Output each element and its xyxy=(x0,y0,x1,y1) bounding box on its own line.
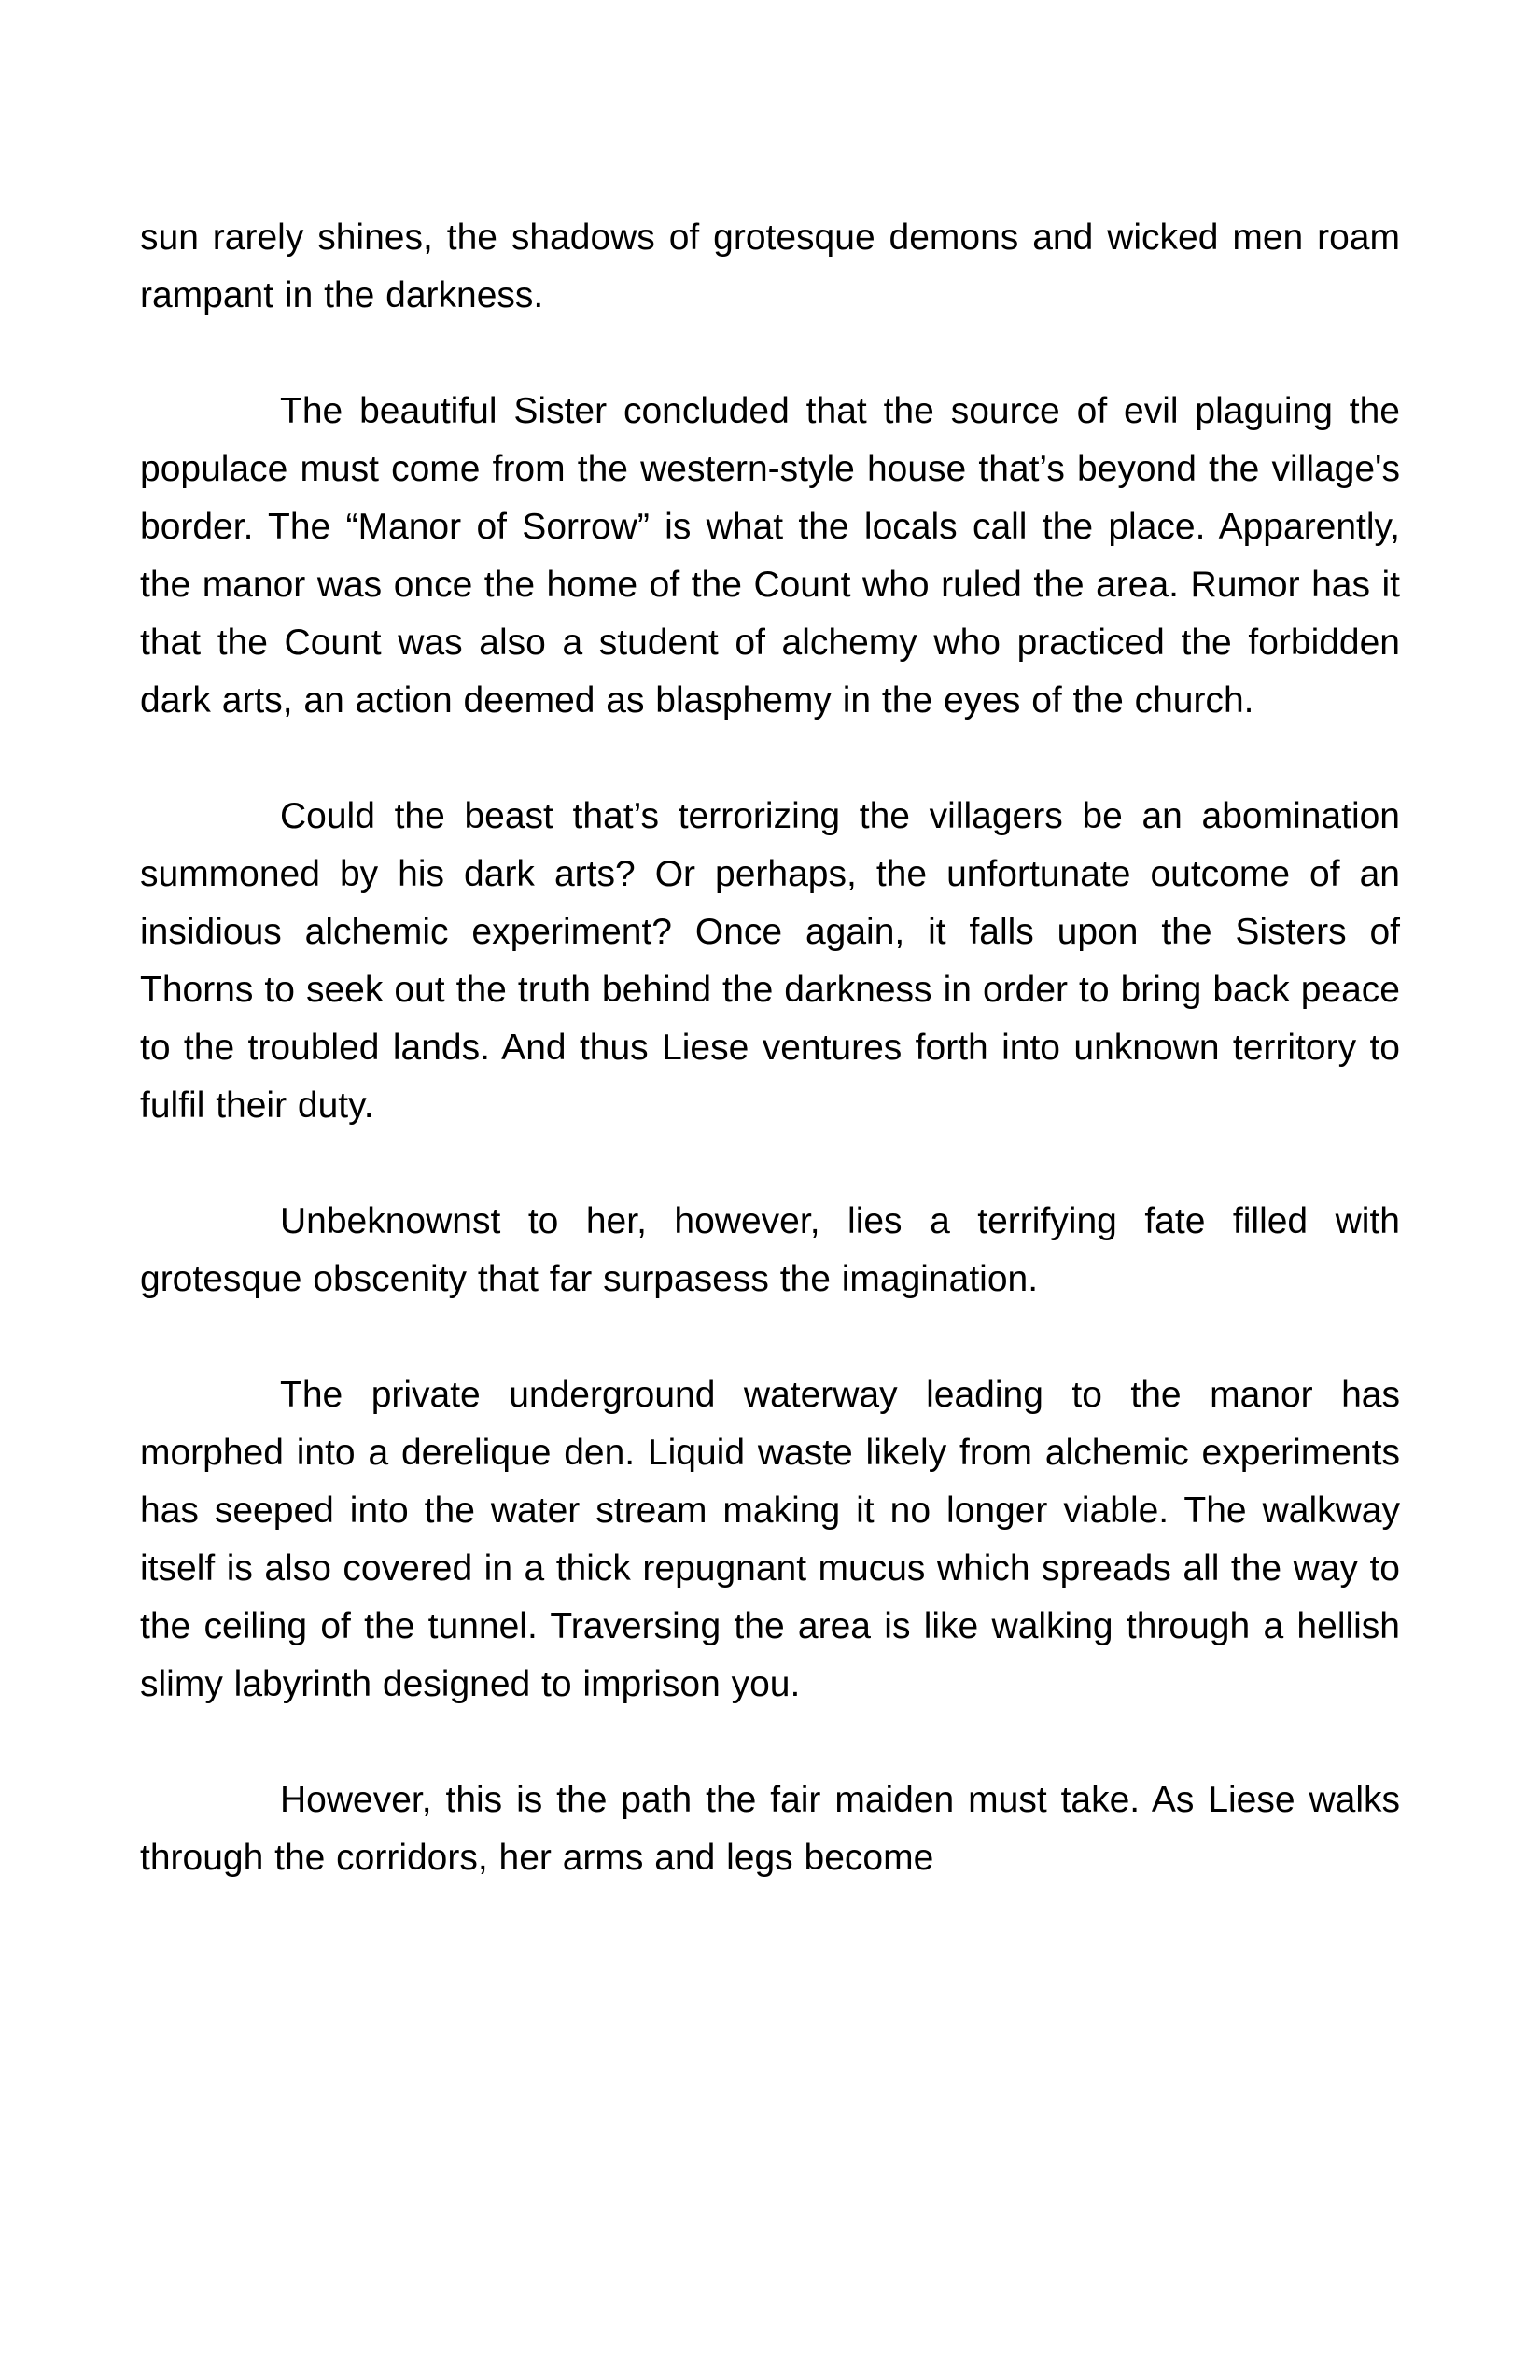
paragraph: The beautiful Sister concluded that the source of evil plaguing the populace must come from the western-style house that’s beyond the village's border. The “Manor of Sorrow” is what the locals call the place. Apparently, the manor was once the home of the Count who ruled the area. Rumor has it that the Count was also a student of alchemy who practiced the forbidden dark arts, an action deemed as blasphemy in the eyes of the church. xyxy=(140,391,1400,721)
document-body xyxy=(140,209,1400,1887)
paragraph: Could the beast that’s terrorizing the villagers be an abomination summoned by his dark arts? Or perhaps, the unfortunate outcome of an insidious alchemic experiment? Once again, it falls upon the Sisters of Thorns to seek out the truth behind the darkness in order to bring back peace to the troubled lands. And thus Liese ventures forth into unknown territory to fulfil their duty. xyxy=(140,796,1400,1126)
paragraph: sun rarely shines, the shadows of grotesque demons and wicked men roam rampant in the darkness. xyxy=(140,217,1400,315)
paragraph: However, this is the path the fair maiden must take. As Liese walks through the corridors, her arms and legs become xyxy=(140,1780,1400,1878)
paragraph: The private underground waterway leading to the manor has morphed into a derelique den. Liquid waste likely from alchemic experiments has seeped into the water stream making it no longer viable. The walkway itself is also covered in a thick repugnant mucus which spreads all the way to the ceiling of the tunnel. Traversing the area is like walking through a hellish slimy labyrinth designed to imprison you. xyxy=(140,1375,1400,1704)
paragraph: Unbeknownst to her, however, lies a terrifying fate filled with grotesque obscenity that far surpasess the imagination. xyxy=(140,1201,1400,1299)
